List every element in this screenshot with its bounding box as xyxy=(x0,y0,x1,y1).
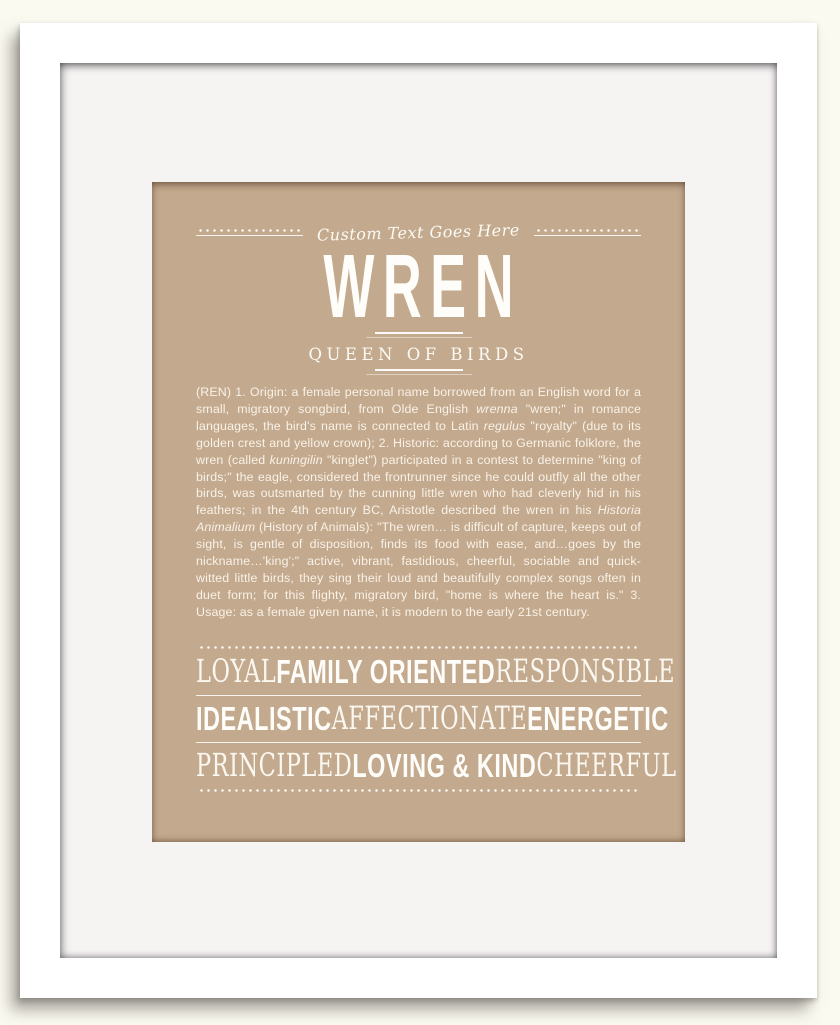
name-title xyxy=(152,237,685,337)
text-italic: regulus xyxy=(483,418,526,433)
picture-frame xyxy=(20,23,817,998)
text-italic: wrenna xyxy=(476,401,518,416)
text-sans: FAMILY ORIENTED xyxy=(276,653,496,690)
dotted-rule-left xyxy=(196,229,303,236)
text-serif: LOYAL xyxy=(196,653,277,691)
mat-board xyxy=(60,63,777,958)
definition-text xyxy=(196,384,641,621)
trait-line-3 xyxy=(196,734,677,798)
custom-text: Custom Text Goes Here xyxy=(316,219,521,245)
divider-line-faint xyxy=(366,374,472,375)
text-italic: kuningilin xyxy=(269,452,323,467)
subtitle: QUEEN OF BIRDS xyxy=(308,345,529,364)
divider-line-faint xyxy=(366,337,472,338)
subtitle-divider-bottom xyxy=(152,369,685,375)
dots-row xyxy=(196,229,303,232)
text-serif: CHEERFUL xyxy=(536,747,677,785)
divider-line-strong xyxy=(375,332,463,334)
name-art-print xyxy=(152,182,685,842)
text-serif: AFFECTIONATE xyxy=(331,700,528,738)
text-plain: "wren;" in romance languages, the bird's name is connected to Latin xyxy=(196,401,641,433)
text-serif: PRINCIPLED xyxy=(196,747,353,785)
text-sans: LOVING & KIND xyxy=(352,747,537,784)
text-plain: "kinglet") participated in a contest to determine "king of birds;" the eagle, considered the frontrunner since he could outfly all the other birds, was outsmarted by the cunning little wren who had cleverly hid in his feathers; in the 4th century BC, Aristotle described the wren in his xyxy=(196,452,641,518)
text-italic: Historia Animalium xyxy=(196,503,641,535)
text-sans: IDEALISTIC xyxy=(196,700,332,737)
text-plain: "royalty" (due to its golden crest and yellow crown); 2. Historic: according to Germanic folklore, the wren (called xyxy=(196,418,641,467)
traits-section xyxy=(196,646,677,792)
name-title-text: WREN xyxy=(323,237,522,337)
text-serif: RESPONSIBLE xyxy=(495,653,675,691)
dots-row xyxy=(534,229,641,232)
divider-line-strong xyxy=(375,369,463,371)
text-sans: ENERGETIC xyxy=(527,700,669,737)
text-plain: (REN) 1. Origin: a female personal name borrowed from an English word for a small, migratory songbird, from Olde English xyxy=(196,385,641,416)
underline-rule xyxy=(196,235,303,236)
dotted-rule-right xyxy=(534,229,641,236)
text-plain: (History of Animals): "The wren… is difficult of capture, keeps out of sight, is gentle of disposition, finds its food with ease, and…goes by the nickname…'king';" active, vibrant, fastidious, cheerful, sociable and quick-witted little birds, they sing their loud and beautifully complex songs often in duet form; for this flighty, migratory bird, "home is where the heart is." 3. Usage: as a female given name, it is modern to the early 21st century. xyxy=(196,520,641,619)
subtitle-divider-top xyxy=(152,332,685,338)
underline-rule xyxy=(534,235,641,236)
